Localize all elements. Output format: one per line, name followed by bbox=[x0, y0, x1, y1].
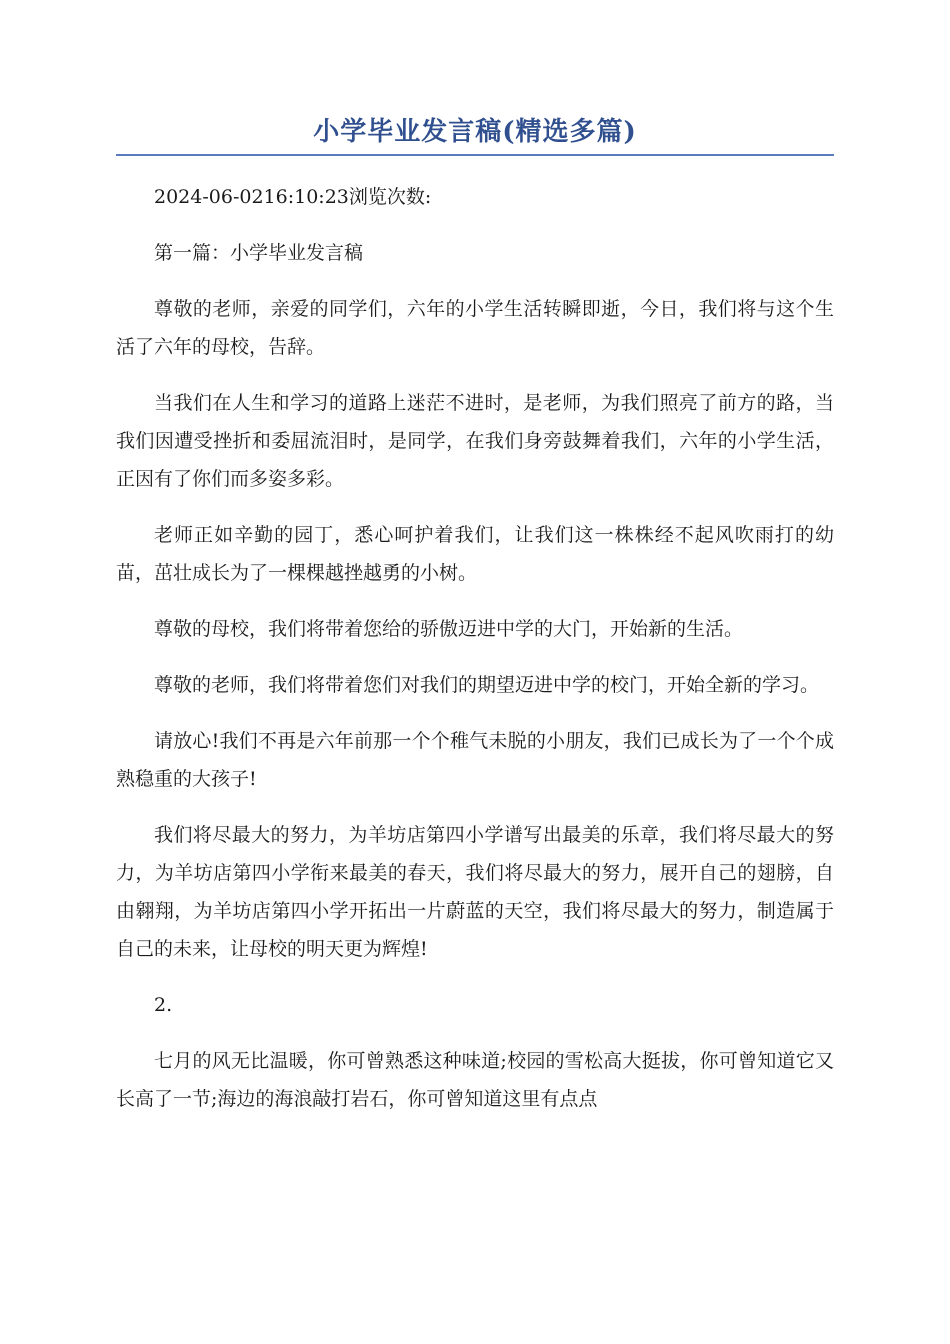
document-meta: 2024-06-0216:10:23浏览次数: bbox=[154, 186, 432, 208]
document-title: 小学毕业发言稿(精选多篇) bbox=[116, 112, 834, 156]
paragraph: 当我们在人生和学习的道路上迷茫不进时，是老师，为我们照亮了前方的路，当我们因遭受挫折和委屈流泪时，是同学，在我们身旁鼓舞着我们，六年的小学生活，正因有了你们而多姿多彩。 bbox=[116, 392, 834, 490]
paragraph: 尊敬的老师，亲爱的同学们，六年的小学生活转瞬即逝，今日，我们将与这个生活了六年的母校，告辞。 bbox=[116, 298, 834, 358]
paragraph: 我们将尽最大的努力，为羊坊店第四小学谱写出最美的乐章，我们将尽最大的努力，为羊坊店第四小学衔来最美的春天，我们将尽最大的努力，展开自己的翅膀，自由翱翔，为羊坊店第四小学开拓出一片蔚蓝的天空，我们将尽最大的努力，制造属于自己的未来，让母校的明天更为辉煌! bbox=[116, 824, 834, 960]
paragraph: 2. bbox=[154, 994, 173, 1016]
paragraph: 第一篇：小学毕业发言稿 bbox=[154, 242, 364, 264]
document-page bbox=[116, 112, 834, 1118]
paragraph: 尊敬的老师，我们将带着您们对我们的期望迈进中学的校门，开始全新的学习。 bbox=[154, 674, 820, 696]
paragraph: 请放心!我们不再是六年前那一个个稚气未脱的小朋友，我们已成长为了一个个成熟稳重的大孩子! bbox=[116, 730, 834, 790]
paragraph: 尊敬的母校，我们将带着您给的骄傲迈进中学的大门，开始新的生活。 bbox=[154, 618, 744, 640]
paragraph: 七月的风无比温暖，你可曾熟悉这种味道;校园的雪松高大挺拔，你可曾知道它又长高了一节;海边的海浪敲打岩石，你可曾知道这里有点点 bbox=[116, 1050, 834, 1110]
paragraph: 老师正如辛勤的园丁，悉心呵护着我们，让我们这一株株经不起风吹雨打的幼苗，茁壮成长为了一棵棵越挫越勇的小树。 bbox=[116, 524, 834, 584]
